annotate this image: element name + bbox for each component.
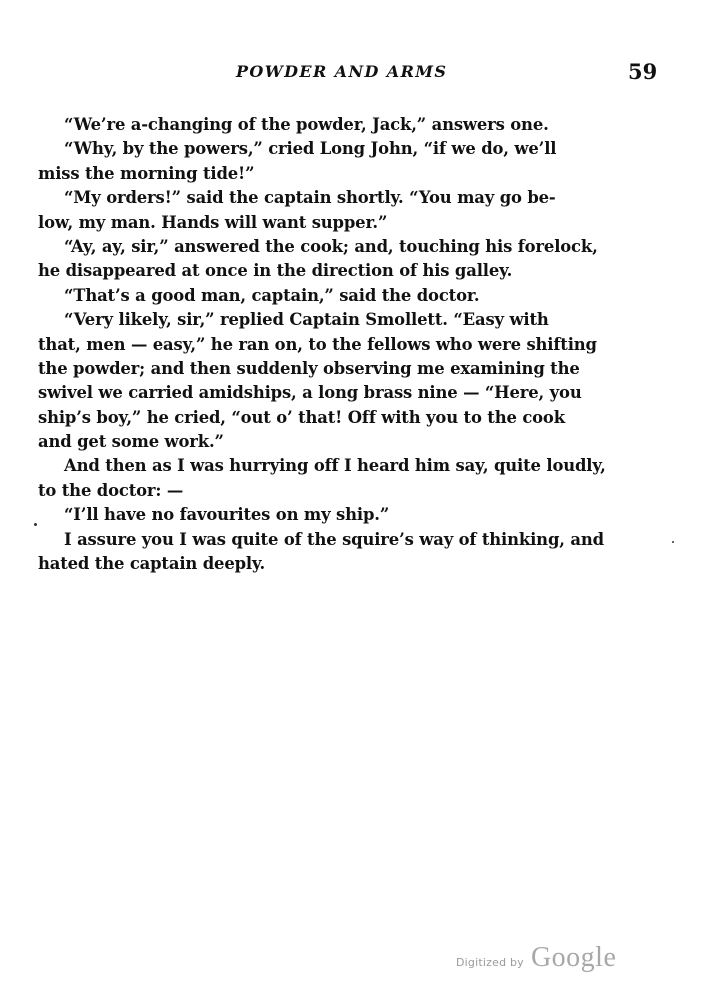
- text-line: to the doctor: —: [38, 480, 184, 500]
- text-line: swivel we carried amidships, a long brass nine — “Here, you: [38, 383, 582, 403]
- scan-speck: [672, 541, 674, 543]
- page-number: 59: [628, 59, 658, 84]
- text-line: ship’s boy,” he cried, “out o’ that! Off with you to the cook: [38, 407, 565, 427]
- text-line: the powder; and then suddenly observing me examining the: [38, 358, 580, 378]
- text-line: he disappeared at once in the direction of his galley.: [38, 261, 513, 281]
- digitized-by-label: Digitized by: [456, 956, 524, 969]
- text-line: “I’ll have no favourites on my ship.”: [64, 505, 390, 525]
- running-head: [0, 59, 727, 88]
- body-text: [38, 113, 660, 576]
- text-line: And then as I was hurrying off I heard him say, quite loudly,: [64, 456, 606, 476]
- text-line: low, my man. Hands will want supper.”: [38, 212, 388, 232]
- text-line: hated the captain deeply.: [38, 554, 266, 574]
- text-line: miss the morning tide!”: [38, 163, 255, 183]
- text-line: “That’s a good man, captain,” said the doctor.: [64, 285, 480, 305]
- text-line: “We’re a-changing of the powder, Jack,” answers one.: [64, 115, 549, 134]
- text-line: “My orders!” said the captain shortly. “You may go be-: [64, 188, 556, 208]
- running-title: POWDER AND ARMS: [236, 62, 448, 81]
- text-line: “Why, by the powers,” cried Long John, “if we do, we’ll: [64, 139, 557, 159]
- text-line: that, men — easy,” he ran on, to the fellows who were shifting: [38, 334, 597, 354]
- scan-speck: [34, 523, 37, 526]
- text-line: I assure you I was quite of the squire’s way of thinking, and: [64, 529, 604, 549]
- google-logo: Google: [530, 942, 617, 973]
- text-line: “Very likely, sir,” replied Captain Smollett. “Easy with: [64, 310, 549, 330]
- text-line: and get some work.”: [38, 432, 224, 452]
- text-line: “Ay, ay, sir,” answered the cook; and, touching his forelock,: [64, 236, 598, 256]
- digitization-watermark: [456, 942, 616, 974]
